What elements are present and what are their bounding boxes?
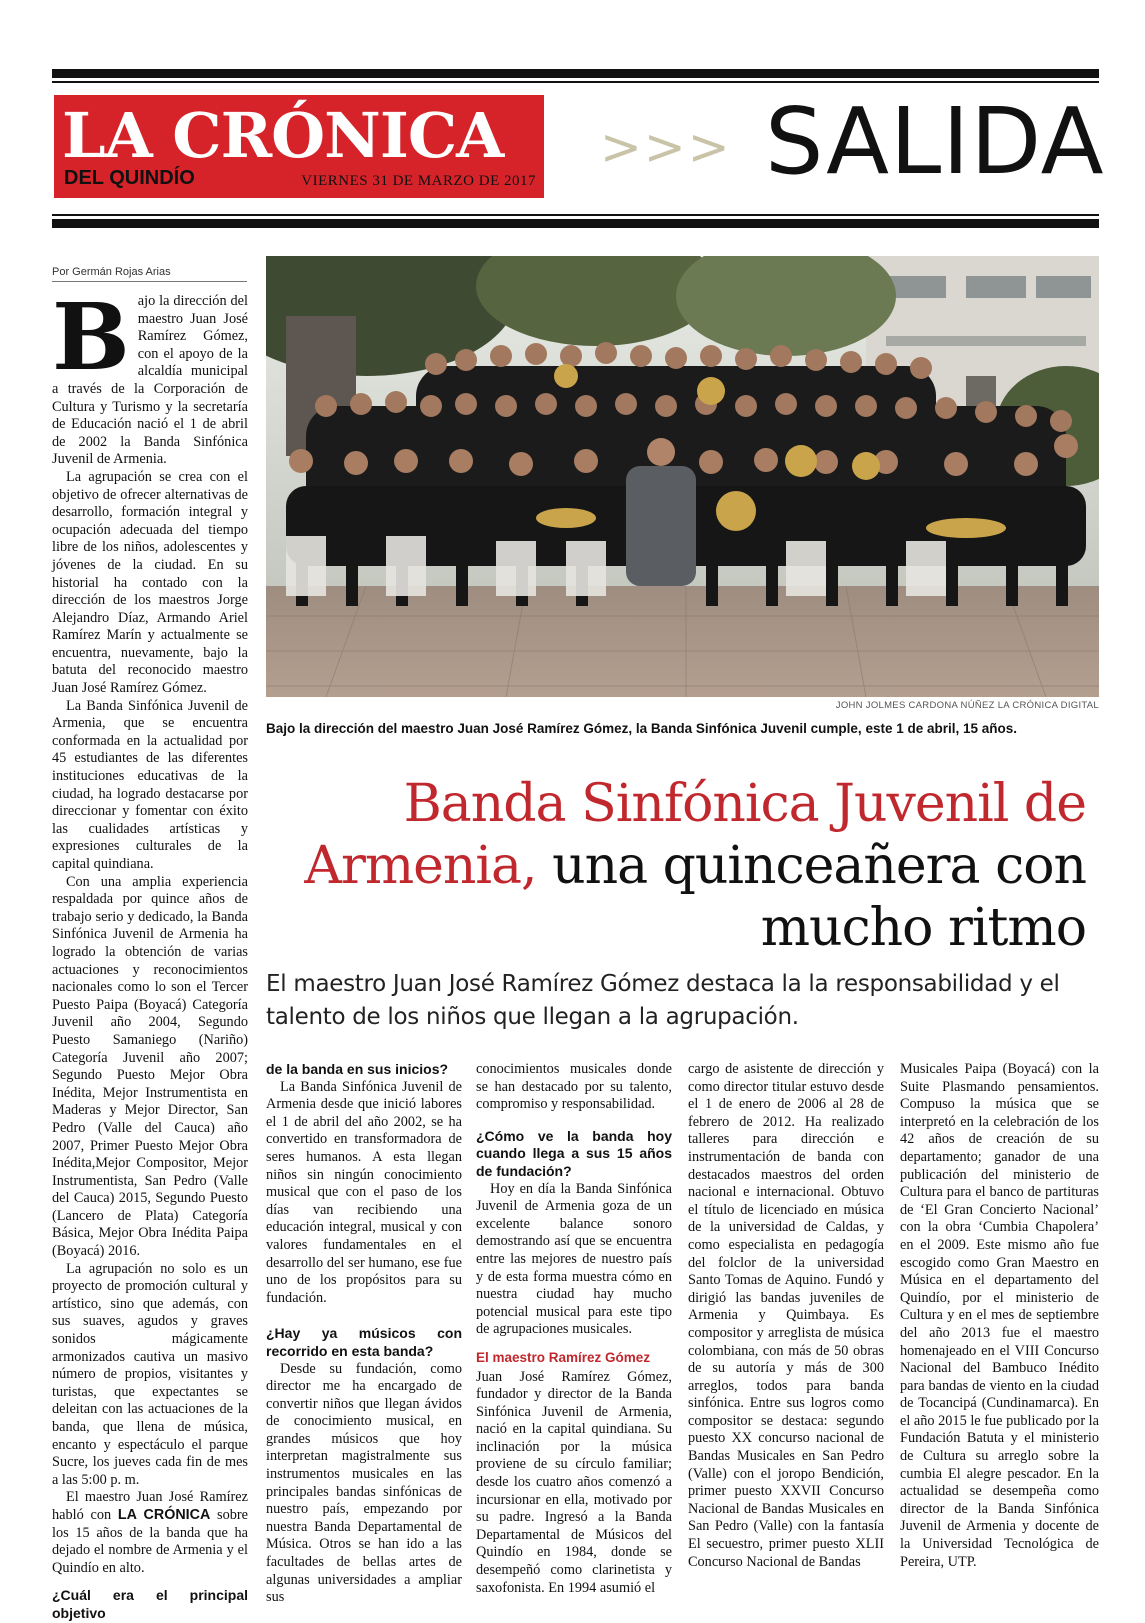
- headline-red: Banda Sinfónica Juvenil de Armenia,: [304, 774, 1086, 896]
- photo-caption: Bajo la dirección del maestro Juan José Ramírez Gómez, la Banda Sinfónica Juvenil cumple, este 1 de abril, 15 años.: [266, 721, 1018, 736]
- interview-question: ¿Hay ya músicos con recorrido en esta banda?: [266, 1325, 462, 1359]
- paragraph: cargo de asistente de dirección y como director titular estuvo desde el 1 de enero de 2006 al 28 de febrero de 2012. Ha realizado talleres para dirección e instrumentación de banda con destacados maestros del orden nacional e internacional. Obtuvo el título de licenciado en música de la universidad de Caldas, y como especialista en pedagogía del folclor de la universidad Santo Tomas de Aquino. Fundó y dirigió las bandas juveniles de Armenia y Quimbaya. Es compositor y arreglista de música colombiana, con más de 50 obras de su autoría y más de 300 arreglos, todos para banda sinfónica. Entre sus logros como compositor se destaca: segundo puesto XX concurso nacional de Bandas Musicales en San Pedro (Valle) con el joropo Bendición, primer puesto XXVII Concurso Nacional de Bandas Musicales en San Pedro (Valle) con la fantasía El secuestro, primer puesto XLII Concurso Nacional de Bandas: [688, 1061, 884, 1570]
- headline-black: una quinceañera con mucho ritmo: [552, 836, 1086, 958]
- masthead-rule-thin: [52, 214, 1099, 216]
- paragraph: La Banda Sinfónica Juvenil de Armenia desde que inició labores el 1 de abril del año 2002, se ha convertido en transformadora de seres humanos. A esta llegan niños sin ningún conocimiento musical que con el paso de los días van recibiendo una educación integral, musical y con valores fundamentales en el desarrollo del ser humano, ese fue uno de los propósitos para su fundación.: [266, 1078, 462, 1306]
- deck: El maestro Juan José Ramírez Gómez destaca la la responsabilidad y el talento de los niños que llegan a la agrupación.: [266, 971, 1060, 1030]
- paragraph: El maestro Juan José Ramírez habló con LA CRÓNICA sobre los 15 años de la banda que ha dejado el nombre de Armenia y el Quindío en alto.: [52, 1489, 248, 1576]
- paragraph: Desde su fundación, como director me ha encargado de convertir niños que llegan ávidos de conocimiento musical, en grandes músicos que hoy interpretan magistralmente sus instrumentos musicales en las principales bandas sinfónicas de nuestro país, empezando por nuestra Banda Departamental de Música. Otros se han ido a las facultades de bellas artes de algunas universidades a ampliar sus: [266, 1360, 462, 1606]
- paragraph: La agrupación no solo es un proyecto de promoción cultural y artístico, sino que además, con sus suaves, agudos y graves sonidos mágicamente armonizados cautiva un masivo número de propios, visitantes y turistas, que expectantes se deleitan con las actuaciones de la banda, que llena de música, encanto y espectáculo el parque Sucre, los jueves cada fin de mes a las 5:00 p. m.: [52, 1260, 248, 1488]
- paragraph: Hoy en día la Banda Sinfónica Juvenil de Armenia goza de un excelente balance sonoro demostrando así que se encuentra entre las mejores de nuestro país y de esta forma muestra cómo en nuestra ciudad hay mucho potencial musical para este tipo de agrupaciones musicales.: [476, 1180, 672, 1338]
- top-rule: [52, 69, 1099, 78]
- interview-question-continued: de la banda en sus inicios?: [266, 1061, 449, 1077]
- band-photo: [266, 256, 1099, 697]
- paragraph: Juan José Ramírez Gómez, fundador y director de la Banda Sinfónica Juvenil de Armenia, nació en la capital quindiana. Su inclinación por la música proviene de su círculo familiar; desde los cuatro años comenzó a incursionar en ella, motivado por su padre. Ingresó a la Banda Departamental de Músicos del Quindío en 1984, donde se desempeñó como clarinetista y saxofonista. En 1994 asumió el: [476, 1368, 672, 1596]
- column-3: [476, 1061, 672, 1597]
- section-name: SALIDA: [765, 88, 1105, 195]
- column-2: [266, 1061, 462, 1607]
- column-4: [688, 1061, 884, 1571]
- lead-paragraph: Bajo la dirección del maestro Juan José Ramírez Gómez, con el apoyo de la alcaldía municipal a través de la Corporación de Cultura y Turismo y la secretaría de Educación nació el 1 de abril de 2002 la Banda Sinfónica Juvenil de Armenia.: [52, 283, 248, 468]
- column-5: [900, 1061, 1099, 1571]
- interview-question: ¿Cuál era el principal objetivo: [52, 1587, 248, 1621]
- masthead-rule-thick: [52, 219, 1099, 228]
- profile-subhead: El maestro Ramírez Gómez: [476, 1349, 651, 1365]
- paragraph: conocimientos musicales donde se han destacado por su talento, compromiso y responsabilidad.: [476, 1061, 672, 1113]
- newspaper-mention: LA CRÓNICA: [117, 1506, 211, 1523]
- newspaper-name: LA CRÓNICA: [62, 99, 504, 172]
- headline: [266, 773, 1086, 959]
- paragraph: Musicales Paipa (Boyacá) con la Suite Plasmando pensamientos. Compuso la música que se interpretó en la celebración de los 42 años de creación de su departamento; ganador de una publicación del ministerio de Cultura para el banco de partituras de ‘El Gran Concierto Nacional’ con la obra ‘Cumbia Chapolera’ en el 2009. Este mismo año fue escogido como Gran Maestro en Música en el departamento del Quindío, por el ministerio de Cultura y en el mes de septiembre del año 2013 fue el maestro homenajeado en el VIII Concurso Nacional del Bambuco Inédito para bandas de viento en la ciudad de Tocancipá (Cundinamarca). En el año 2015 le fue publicado por la Fundación Batuta y el ministerio de Cultura su arreglo sobre la cumbia El alegre pescador. En la actualidad se desempeña como director de la Banda Sinfónica Juvenil de Armenia y docente de la Universidad Tecnológica de Pereira, UTP.: [900, 1061, 1099, 1570]
- newspaper-subtitle: DEL QUINDÍO: [64, 167, 195, 189]
- drop-cap: B: [52, 283, 130, 391]
- byline: Por Germán Rojas Arias: [52, 266, 247, 282]
- section-arrows: >>>: [600, 118, 732, 176]
- paragraph: Con una amplia experiencia respaldada por quince años de trabajo serio y dedicado, la Banda Sinfónica Juvenil de Armenia ha logrado la obtención de varias actuaciones y reconocimientos nacionales como lo son el Tercer Puesto Paipa (Boyacá) Categoría Juvenil año 2004, Segundo Puesto Samaniego (Nariño) Categoría Juvenil año 2007; Segundo Puesto Mejor Obra Inédita, Mejor Instrumentista en Maderas y Mejor Director, San Pedro (Valle del Cauca) año 2007, Primer Puesto Mejor Obra Inédita,Mejor Compositor, Mejor Instrumentista, San Pedro (Valle del Cauca) 2015, Segundo Puesto (Lancero de Plata) Categoría Básica, Mejor Obra Inédita Paipa (Boyacá) 2016.: [52, 873, 248, 1260]
- issue-date: VIERNES 31 DE MARZO DE 2017: [301, 173, 536, 189]
- column-1: [52, 283, 248, 1623]
- interview-question: ¿Cómo ve la banda hoy cuando llega a sus 15 años de fundación?: [476, 1127, 672, 1179]
- paragraph: La Banda Sinfónica Juvenil de Armenia, que se encuentra conformada en la actualidad por 45 estudiantes de las diferentes instituciones educativas de la ciudad, ha logrado destacarse por direccionar y fomentar con éxito las cualidades artísticas y expresiones culturales de la capital quindiana.: [52, 697, 248, 872]
- masthead-logo: [54, 95, 544, 198]
- photo-credit: JOHN JOLMES CARDONA NÚÑEZ LA CRÓNICA DIGITAL: [835, 700, 1099, 711]
- paragraph: La agrupación se crea con el objetivo de ofrecer alternativas de desarrollo, formación integral y ocupación adecuada del tiempo libre de los niños, adolescentes y jóvenes de la ciudad. En su historial ha contado con la dirección de los maestros Jorge Alejandro Díaz, Armando Ariel Ramírez Marín y actualmente se encuentra, nuevamente, bajo la batuta del reconocido maestro Juan José Ramírez Gómez.: [52, 468, 248, 697]
- top-rule-thin: [52, 81, 1099, 83]
